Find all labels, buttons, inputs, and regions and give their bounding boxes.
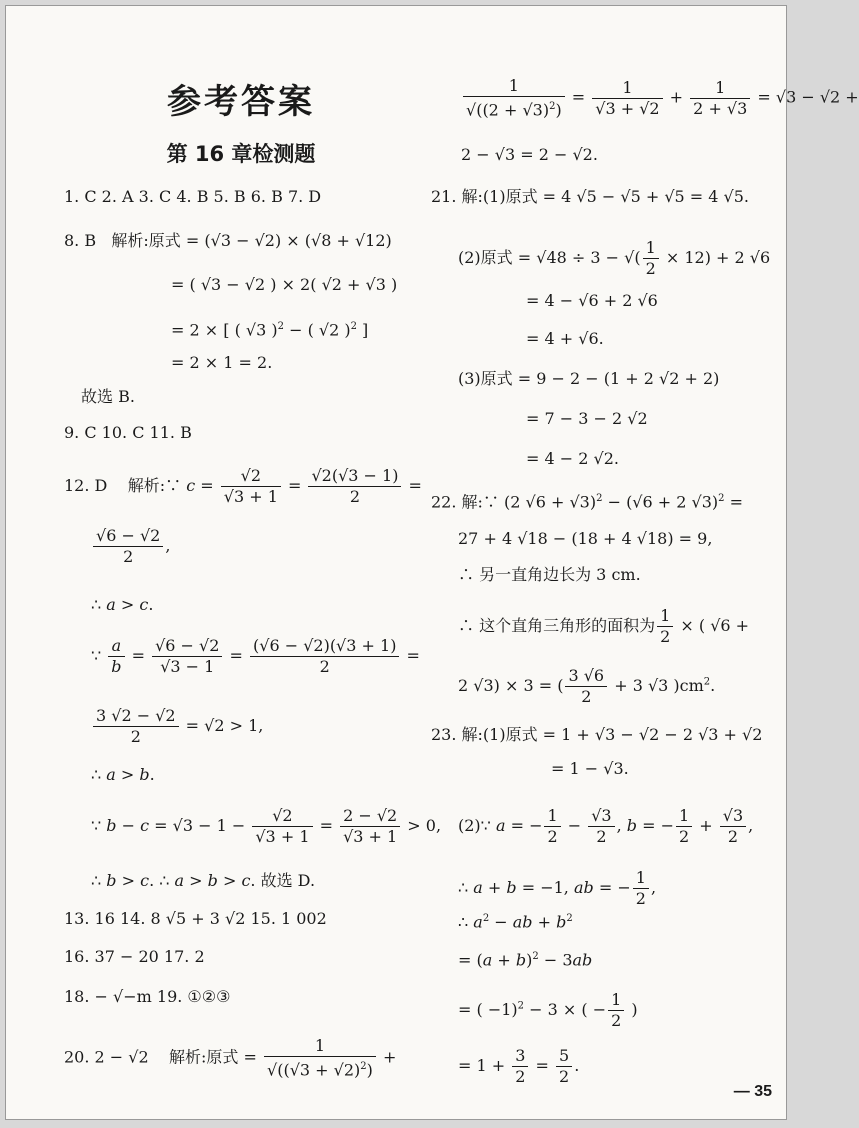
q22-line5: 2 √3) × 3 = ( $\frac{3 √6}{2}$ + 3 √3 )$cm^2$. <box>458 666 716 706</box>
q12-analysis-label: 解析: <box>127 476 166 495</box>
q20-line2: $\frac{1}{√((2 + √3)^2)}$ = $\frac{1}{√3 + √2}$ + $\frac{1}{2 + √3}$ = √3 − √2 + <box>461 76 859 120</box>
q21-yuanshi: 原式 <box>480 248 513 267</box>
q8-analysis-label: 解析: <box>111 231 149 250</box>
q21-line4: = 4 + √6. <box>526 329 604 348</box>
q8-head: 8. B <box>64 231 97 250</box>
q8-line3: = 2 × [ ( √3 )$^2$ − ( √2 )$^2$ ] <box>171 320 369 340</box>
page-title: 参考答案 <box>167 82 315 122</box>
q12-line5: $\frac{3 √2 - √2}{2}$ = √2 > 1, <box>91 706 263 747</box>
q22-line2: 27 + 4 √18 − (18 + 4 √18) = 9, <box>458 529 713 548</box>
q21-line1: 21. 解:(1)原式 = 4 √5 − √5 + √5 = 4 √5. <box>431 187 750 206</box>
q23-line2: = 1 − √3. <box>551 759 629 778</box>
q21-line7: = 4 − 2 √2. <box>526 449 619 468</box>
q20-line3: 2 − √3 = 2 − √2. <box>461 145 598 164</box>
q20-analysis-label: 解析: <box>169 1047 207 1067</box>
q23-line3: (2)∵ a = − $\frac{1}{2}$ − $\frac{√3}{2}$ , b = − $\frac{1}{2}$ + $\frac{√3}{2}$ , <box>458 806 754 846</box>
page-number: — 35 <box>733 1083 772 1100</box>
q8-line2: = ( √3 − √2 ) × 2( √2 + √3 ) <box>171 275 398 294</box>
q22-line1: 22. 解:∵ (2 √6 + √3)$^2$ − (√6 + 2 √3)$^2$ = <box>431 492 744 512</box>
q23-line1: 23. 解:(1)原式 = 1 + √3 − √2 − 2 √3 + √2 <box>431 725 763 744</box>
q22-line3: ∴ 另一直角边长为 3 cm. <box>458 565 641 584</box>
q8-yuanshi: 原式 <box>148 231 181 250</box>
q1-7-answers: 1. C 2. A 3. C 4. B 5. B 6. B 7. D <box>64 187 322 206</box>
q23-line4: ∴ a + b = −1, ab = − $\frac{1}{2}$ , <box>458 868 657 908</box>
q13-15-answers: 13. 16 14. 8 √5 + 3 √2 15. 1 002 <box>64 909 327 928</box>
q20-head: 20. 2 − √2 <box>64 1047 149 1067</box>
q23-line5: ∴ $a^2$ − ab + $b^2$ <box>458 912 573 932</box>
q22-area-text: ∴ 这个直角三角形的面积为 <box>458 616 656 635</box>
q23-line7: = ( −1)$^2$ − 3 × ( − $\frac{1}{2}$ ) <box>458 990 638 1030</box>
q22-unit: cm <box>679 676 704 695</box>
q12-line6: ∴ a > b. <box>91 765 155 784</box>
q8-conclusion: 故选 B. <box>81 387 135 406</box>
q21-line3: = 4 − √6 + 2 √6 <box>526 291 658 310</box>
q12-line4: ∵ $\frac{a}{b}$ = $\frac{√6 - √2}{√3 - 1}$ = $\frac{(√6 - √2)(√3 + 1)}{2}$ = <box>91 636 420 676</box>
q20-line1: 20. 2 − √2 解析:原式 = $\frac{1}{√((√3 + √2)^2)}$ + <box>64 1036 397 1080</box>
q16-17-answers: 16. 37 − 20 17. 2 <box>64 947 205 966</box>
q20-yuanshi: 原式 <box>206 1047 239 1067</box>
q18-19-answers: 18. − √−m 19. ①②③ <box>64 987 231 1006</box>
q23-line8: = 1 + $\frac{3}{2}$ = $\frac{5}{2}$ . <box>458 1046 580 1086</box>
q9-11-answers: 9. C 10. C 11. B <box>64 423 192 442</box>
q21-line5: (3)原式 = 9 − 2 − (1 + 2 √2 + 2) <box>458 369 720 388</box>
q21-line6: = 7 − 3 − 2 √2 <box>526 409 648 428</box>
q21-yuanshi-3: 原式 <box>480 369 513 388</box>
q12-head: 12. D <box>64 476 108 495</box>
q12-line8: ∴ b > c. ∴ a > b > c. 故选 D. <box>91 871 316 890</box>
q8-line4: = 2 × 1 = 2. <box>171 353 273 372</box>
q22-head: 22. 解: <box>431 492 483 512</box>
q22-line4: ∴ 这个直角三角形的面积为 $\frac{1}{2}$ × ( √6 + <box>458 606 750 646</box>
q12-line7: ∵ b − c = √3 − 1 − $\frac{√2}{√3 + 1}$ = $\frac{2 - √2}{√3 + 1}$ > 0, <box>91 806 442 846</box>
q21-line2: (2)原式 = √48 ÷ 3 − √( $\frac{1}{2}$ × 12) + 2 √6 <box>458 238 771 278</box>
q12-line3: ∴ a > c. <box>91 595 154 614</box>
chapter-subtitle: 第 16 章检测题 <box>166 142 316 166</box>
q12-line2: $\frac{√6 - √2}{2}$ , <box>91 526 170 567</box>
q23-line6: = $(a + b)^2 - 3ab$ <box>458 950 593 970</box>
answer-page <box>5 5 859 1120</box>
q12-line1: 12. D 解析:∵ c = $\frac{√2}{√3 + 1}$ = $\frac{√2(√3 - 1)}{2}$ = <box>64 466 422 506</box>
q8-line1: 8. B 解析:原式 = (√3 − √2) × (√8 + √12) <box>64 231 392 250</box>
q12-conclusion: 故选 D. <box>260 871 316 890</box>
